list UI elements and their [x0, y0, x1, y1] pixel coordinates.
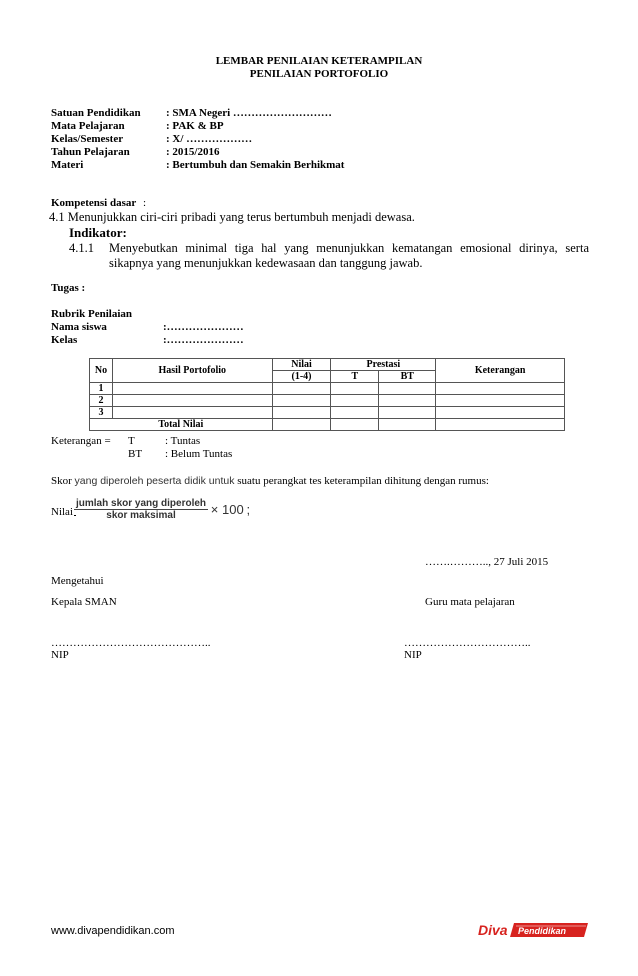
- identity-value: : PAK & BP: [166, 120, 224, 132]
- signature-date: …….……….., 27 Juli 2015: [425, 556, 549, 568]
- diva-logo: [476, 919, 592, 941]
- footer-url[interactable]: www.divapendidikan.com: [51, 925, 175, 937]
- identity-label: Kelas/Semester: [51, 133, 124, 145]
- cell: [331, 407, 379, 419]
- header-bt: BT: [379, 371, 436, 383]
- cell: [112, 383, 272, 395]
- formula-multiplier: × 100: [210, 502, 244, 517]
- total-row: [90, 419, 565, 431]
- cell: [379, 419, 436, 431]
- table-row: [90, 395, 565, 407]
- cell: [331, 395, 379, 407]
- cell: [436, 419, 565, 431]
- kelas-label: Kelas: [51, 334, 78, 346]
- kelas-value: :…………………: [163, 334, 244, 346]
- kompetensi-heading: [51, 197, 146, 209]
- identity-value: : Bertumbuh dan Semakin Berhikmat: [166, 159, 345, 171]
- cell: [436, 383, 565, 395]
- mengetahui-label: Mengetahui: [51, 575, 104, 587]
- guru-signature-line: ……………………………..: [404, 637, 531, 649]
- cell: [331, 383, 379, 395]
- nama-siswa-value: :…………………: [163, 321, 244, 333]
- header-nilai-range: (1-4): [272, 371, 331, 383]
- formula-fraction: [74, 498, 208, 521]
- keterangan-label: Keterangan =: [51, 435, 111, 447]
- row-number: 1: [90, 383, 113, 395]
- skor-suffix: suatu perangkat tes keterampilan dihitung dengan rumus:: [237, 475, 489, 487]
- identity-label: Tahun Pelajaran: [51, 146, 130, 158]
- formula-tail: ;: [246, 502, 251, 517]
- page-subtitle: PENILAIAN PORTOFOLIO: [249, 68, 389, 80]
- identity-value: : SMA Negeri ………………………: [166, 107, 332, 119]
- formula-denominator: skor maksimal: [106, 510, 176, 521]
- svg-text:Pendidikan: Pendidikan: [518, 926, 567, 936]
- header-keterangan: Keterangan: [436, 359, 565, 383]
- indikator-line: sikapnya yang menunjukkan kedewasaan dan tanggung jawab.: [109, 256, 423, 270]
- cell: [272, 407, 331, 419]
- skor-sentence: [51, 475, 489, 487]
- rubric-table: [89, 358, 565, 431]
- total-label: Total Nilai: [90, 419, 273, 431]
- identity-value: : X/ ………………: [166, 133, 253, 145]
- identity-label: Mata Pelajaran: [51, 120, 125, 132]
- header-nilai: Nilai: [272, 359, 331, 371]
- svg-text:Diva: Diva: [478, 922, 508, 938]
- indikator-number: 4.1.1: [69, 241, 94, 255]
- cell: [112, 407, 272, 419]
- cell: [272, 419, 331, 431]
- nilai-label: Nilai: [51, 506, 73, 518]
- rubrik-title: Rubrik Penilaian: [51, 308, 132, 320]
- skor-prefix: Skor: [51, 475, 72, 487]
- table-row: [90, 407, 565, 419]
- cell: [436, 395, 565, 407]
- cell: [379, 395, 436, 407]
- tugas-label: Tugas :: [51, 282, 86, 294]
- page-title: LEMBAR PENILAIAN KETERAMPILAN: [215, 55, 423, 67]
- row-number: 2: [90, 395, 113, 407]
- guru-nip: NIP: [404, 649, 422, 661]
- header-t: T: [331, 371, 379, 383]
- cell: [379, 407, 436, 419]
- keterangan-bt-desc: : Belum Tuntas: [165, 448, 233, 460]
- cell: [112, 395, 272, 407]
- indikator-title: Indikator:: [69, 225, 127, 240]
- kepala-signature-line: ……………………………………..: [51, 637, 211, 649]
- header-no: No: [90, 359, 113, 383]
- cell: [379, 383, 436, 395]
- cell: [272, 383, 331, 395]
- header-hasil: Hasil Portofolio: [112, 359, 272, 383]
- keterangan-t-desc: : Tuntas: [165, 435, 201, 447]
- table-row: [90, 383, 565, 395]
- skor-highlight: yang diperoleh peserta didik untuk: [74, 475, 235, 487]
- formula: [74, 498, 250, 521]
- indikator-line: Menyebutkan minimal tiga hal yang menunjukkan kematangan emosional dirinya, serta: [109, 241, 589, 255]
- kompetensi-colon: :: [143, 197, 147, 209]
- cell: [272, 395, 331, 407]
- row-number: 3: [90, 407, 113, 419]
- identity-value: : 2015/2016: [166, 146, 220, 158]
- diva-logo-icon: [476, 919, 592, 941]
- header-prestasi: Prestasi: [331, 359, 436, 371]
- kompetensi-text: 4.1 Menunjukkan ciri-ciri pribadi yang terus bertumbuh menjadi dewasa.: [49, 210, 415, 224]
- keterangan-t-code: T: [128, 435, 135, 447]
- cell: [331, 419, 379, 431]
- keterangan-bt-code: BT: [128, 448, 143, 460]
- cell: [436, 407, 565, 419]
- identity-label: Satuan Pendidikan: [51, 107, 141, 119]
- formula-numerator: jumlah skor yang diperoleh: [76, 498, 207, 509]
- nama-siswa-label: Nama siswa: [51, 321, 107, 333]
- kepala-nip: NIP: [51, 649, 69, 661]
- kepala-title: Kepala SMAN: [51, 596, 117, 608]
- guru-title: Guru mata pelajaran: [425, 596, 515, 608]
- kompetensi-label: Kompetensi dasar: [51, 197, 137, 209]
- identity-label: Materi: [51, 159, 84, 171]
